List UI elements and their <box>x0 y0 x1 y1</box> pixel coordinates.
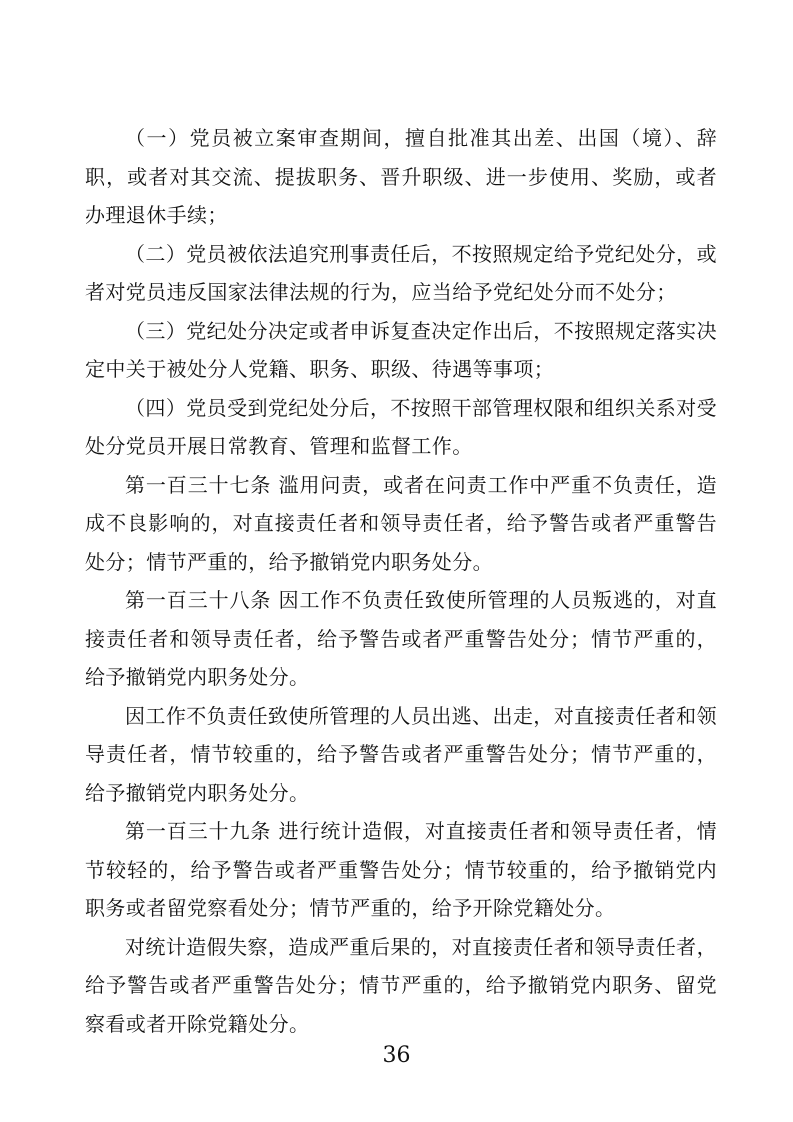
paragraph-item-3: （三）党纪处分决定或者申诉复查决定作出后，不按照规定落实决定中关于被处分人党籍、职务、职级、待遇等事项； <box>85 318 717 381</box>
paragraph-article-137: 第一百三十七条 滥用问责，或者在问责工作中严重不负责任，造成不良影响的，对直接责任者和领导责任者，给予警告或者严重警告处分；情节严重的，给予撤销党内职务处分。 <box>85 472 717 574</box>
paragraph-item-1: （一）党员被立案审查期间，擅自批准其出差、出国（境）、辞职，或者对其交流、提拔职务、晋升职级、进一步使用、奖励，或者办理退休手续； <box>85 126 717 227</box>
paragraph-item-4: （四）党员受到党纪处分后，不按照干部管理权限和组织关系对受处分党员开展日常教育、管理和监督工作。 <box>85 395 717 458</box>
paragraph-item-2: （二）党员被依法追究刑事责任后，不按照规定给予党纪处分，或者对党员违反国家法律法规的行为，应当给予党纪处分而不处分； <box>85 241 717 304</box>
paragraph-article-139-clause-2: 对统计造假失察，造成严重后果的，对直接责任者和领导责任者，给予警告或者严重警告处分；情节严重的，给予撤销党内职务、留党察看或者开除党籍处分。 <box>85 934 717 1036</box>
body-text <box>85 119 717 1043</box>
page-number: 36 <box>382 1043 411 1068</box>
paragraph-article-138-clause-2: 因工作不负责任致使所管理的人员出逃、出走，对直接责任者和领导责任者，情节较重的，给予警告或者严重警告处分；情节严重的，给予撤销党内职务处分。 <box>85 703 717 805</box>
paragraph-article-139: 第一百三十九条 进行统计造假，对直接责任者和领导责任者，情节较轻的，给予警告或者严重警告处分；情节较重的，给予撤销党内职务或者留党察看处分；情节严重的，给予开除党籍处分。 <box>85 819 717 920</box>
paragraph-article-138: 第一百三十八条 因工作不负责任致使所管理的人员叛逃的，对直接责任者和领导责任者，给予警告或者严重警告处分；情节严重的，给予撤销党内职务处分。 <box>85 588 717 689</box>
